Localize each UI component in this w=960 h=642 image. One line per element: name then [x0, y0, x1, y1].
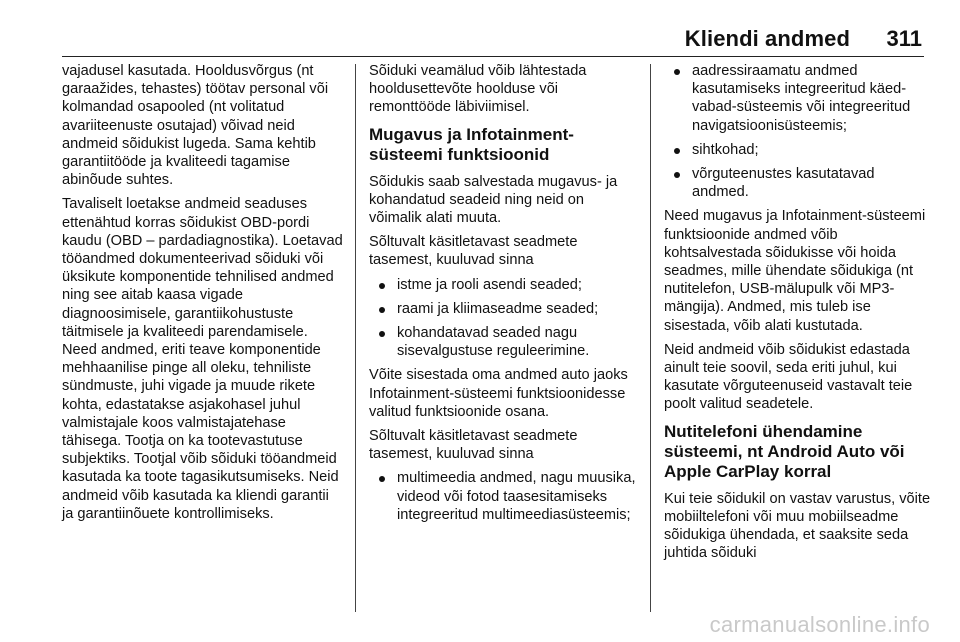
page-number: 311: [886, 26, 922, 51]
list-item: kohandatavad seaded nagu sisevalgustuse reguleerimine.: [369, 324, 637, 360]
list-item: sihtkohad;: [664, 141, 934, 159]
paragraph: Võite sisestada oma andmed auto jaoks Infotainment-süsteemi funktsioonidesse valitud funktsioonide osana.: [369, 367, 628, 420]
list-item: võrguteenustes kasutatavad andmed.: [664, 165, 934, 201]
paragraph: Kui teie sõidukil on vastav varustus, võite mobiiltelefoni või muu mobiilseadme sõidukiga ühendada, et saaksite seda juhtida sõiduki: [664, 490, 931, 562]
bullet-icon: [379, 331, 385, 337]
bullet-list: [369, 276, 637, 361]
bullet-icon: [379, 283, 385, 289]
paragraph: Sõiduki veamälud võib lähtestada hooldusettevõte hoolduse või remonttööde läbiviimisel.: [369, 63, 587, 116]
paragraph: Need mugavus ja Infotainment-süsteemi funktsioonide andmed võib kohtsalvestada sõidukisse või hoida seadmes, mille ühendate sõidukiga (nt nutitelefon, USB-mälupulk või MP3-mängija). Andmed, mis tuleb ise sisestada, võib alati kustutada.: [664, 208, 926, 334]
section-title: Kliendi andmed: [684, 26, 850, 51]
list-item: raami ja kliimaseadme seaded;: [369, 300, 637, 318]
section-heading: Mugavus ja Infotainment-süsteemi funktsioonid: [369, 124, 574, 164]
header-divider: [62, 56, 924, 57]
paragraph: Tavaliselt loetakse andmeid seaduses ettenähtud korras sõidukist OBD-pordi kaudu (OBD – pardadiagnostika). Loetavad tööandmed dokumenteerivad sõiduki või üksikute komponentide tehnilised andmed ning see aitab kaasa vigade diagnoosimisele, garantiikohustuste täitmisele ja kvaliteedi parendamisele. Need andmed, eriti teave komponentide mehhaanilise pinge all oleku, tehniliste sündmuste, juhi vigade ja muude rikete kohta, edastatakse asjakohasel juhul valmistajale koos valmistajatehase tähisega. Tootja on ka tootevastutuse subjektiks. Tootjal võib sõiduki tööandmeid kasutada ka toote tagasikutsumiseks. Neid andmeid võib kasutada ka kliendi garantii ja garantiinõuete kontrollimiseks.: [62, 196, 343, 522]
watermark: carmanualsonline.info: [709, 612, 930, 637]
bullet-icon: [379, 307, 385, 313]
column-1: [62, 62, 344, 529]
paragraph: Sõidukis saab salvestada mugavus- ja kohandatud seadeid ning neid on võimalik alati muuta.: [369, 173, 618, 227]
bullet-icon: [674, 69, 680, 75]
column-divider-2: [650, 64, 651, 612]
section-heading: Nutitelefoni ühendamine süsteemi, nt Android Auto või Apple CarPlay korral: [664, 421, 905, 481]
paragraph: Neid andmeid võib sõidukist edastada ainult teie soovil, seda eriti juhul, kui kasutate võrguteenuseid vastavalt teie poolt valitud seadetele.: [664, 341, 913, 413]
bullet-list: [369, 469, 637, 524]
list-item: multimeedia andmed, nagu muusika, videod või fotod taasesitamiseks integreeritud multimeediasüsteemis;: [369, 469, 637, 524]
bullet-icon: [674, 172, 680, 178]
paragraph: Sõltuvalt käsitletavast seadmete tasemest, kuuluvad sinna: [369, 428, 578, 463]
column-2: [369, 62, 637, 530]
bullet-icon: [379, 476, 385, 482]
bullet-list: [664, 62, 934, 201]
paragraph: vajadusel kasutada. Hooldusvõrgus (nt garaažides, tehastes) töötav personal või kolmandad osapooled (nt volitatud avariiteenuste osutajad) võivad neid andmeid sõidukist lugeda. Sama kehtib garantiitööde ja kvaliteedi tagamise abinõude suhtes.: [62, 63, 329, 189]
list-item: aadressiraamatu andmed kasutamiseks integreeritud käed-vabad-süsteemis või integreeritud navigatsioonisüsteemis;: [664, 62, 934, 135]
list-item: istme ja rooli asendi seaded;: [369, 276, 637, 294]
column-3: [664, 62, 934, 568]
paragraph: Sõltuvalt käsitletavast seadmete tasemest, kuuluvad sinna: [369, 234, 578, 269]
bullet-icon: [674, 148, 680, 154]
column-divider-1: [355, 64, 356, 612]
